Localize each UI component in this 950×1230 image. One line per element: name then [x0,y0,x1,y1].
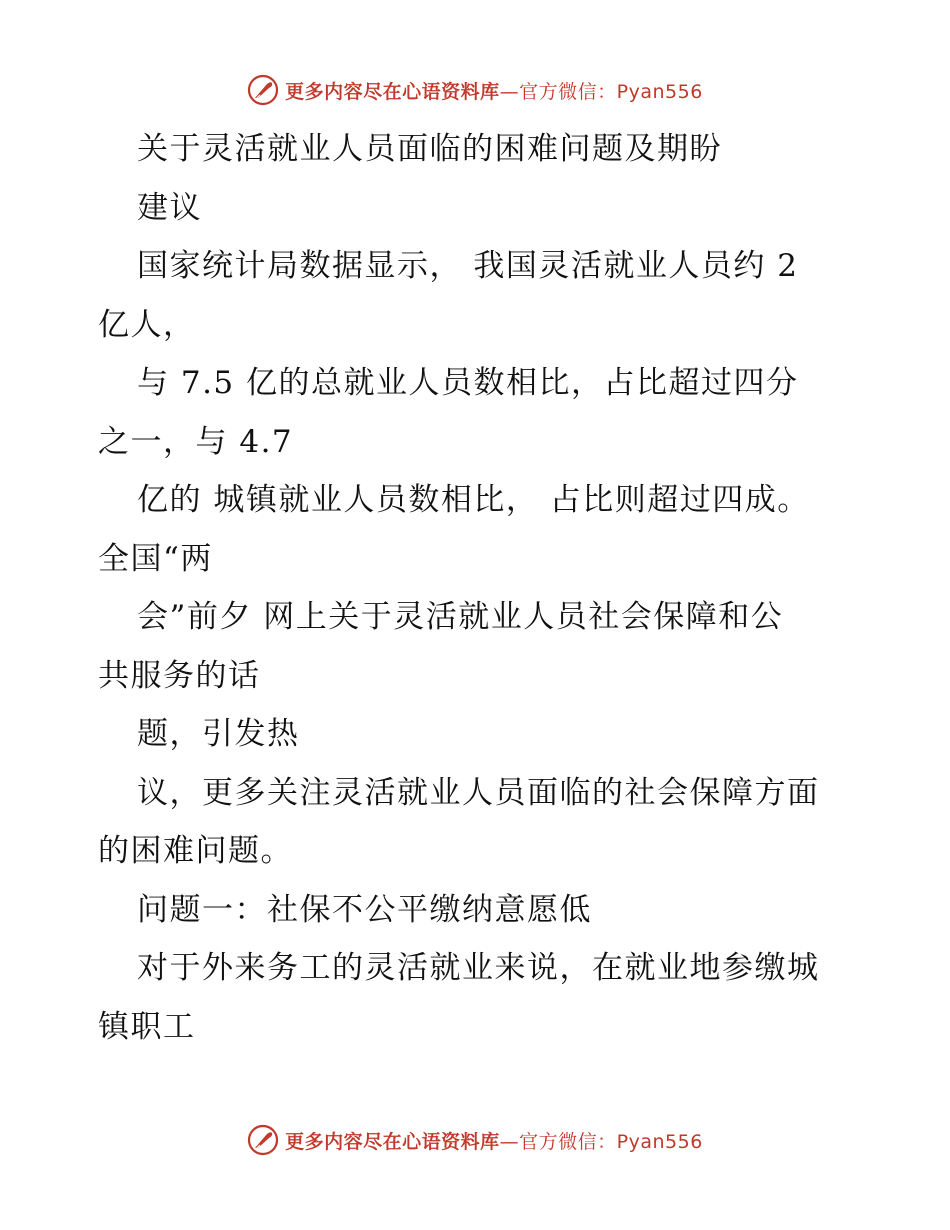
paragraph-line: 亿的 城镇就业人员数相比， 占比则超过四成。 [137,482,810,518]
quill-logo-icon [247,1124,279,1156]
paragraph-line: 的困难问题。 [98,833,293,869]
paragraph-line: 题，引发热 [137,716,300,752]
paragraph-line: 国家统计局数据显示， 我国灵活就业人员约 2 [137,248,799,284]
banner-wechat-text: 官方微信：Pyan556 [519,1130,703,1153]
paragraph-line: 镇职工 [98,1008,196,1045]
banner-separator: — [499,1130,520,1153]
doc-title-line-1: 关于灵活就业人员面临的困难问题及期盼 [137,131,722,167]
paragraph-line: 与 7.5 亿的总就业人员数相比，占比超过四分 [137,365,799,401]
paragraph-line: 亿人， [98,306,196,343]
paragraph-line: 共服务的话 [98,657,261,694]
banner-separator: — [499,80,520,103]
footer-banner [0,1120,950,1160]
paragraph-line: 会”前夕 网上关于灵活就业人员社会保障和公 [137,599,784,635]
doc-title-line-2: 建议 [137,189,202,226]
banner-promo [285,77,703,104]
banner-promo-text: 更多内容尽在心语资料库 [285,80,500,103]
document-body [98,120,858,1056]
paragraph-line: 议，更多关注灵活就业人员面临的社会保障方面 [137,774,820,811]
section-heading-line: 问题一：社保不公平缴纳意愿低 [137,891,592,928]
paragraph-line: 之一，与 4.7 [98,423,294,460]
banner-promo [285,1127,703,1154]
banner-wechat-text: 官方微信：Pyan556 [519,80,703,103]
banner-promo-text: 更多内容尽在心语资料库 [285,1130,500,1153]
paragraph-line: 对于外来务工的灵活就业来说，在就业地参缴城 [137,950,820,986]
paragraph-line: 全国“两 [98,540,213,577]
quill-logo-icon [247,74,279,106]
header-banner [0,70,950,110]
